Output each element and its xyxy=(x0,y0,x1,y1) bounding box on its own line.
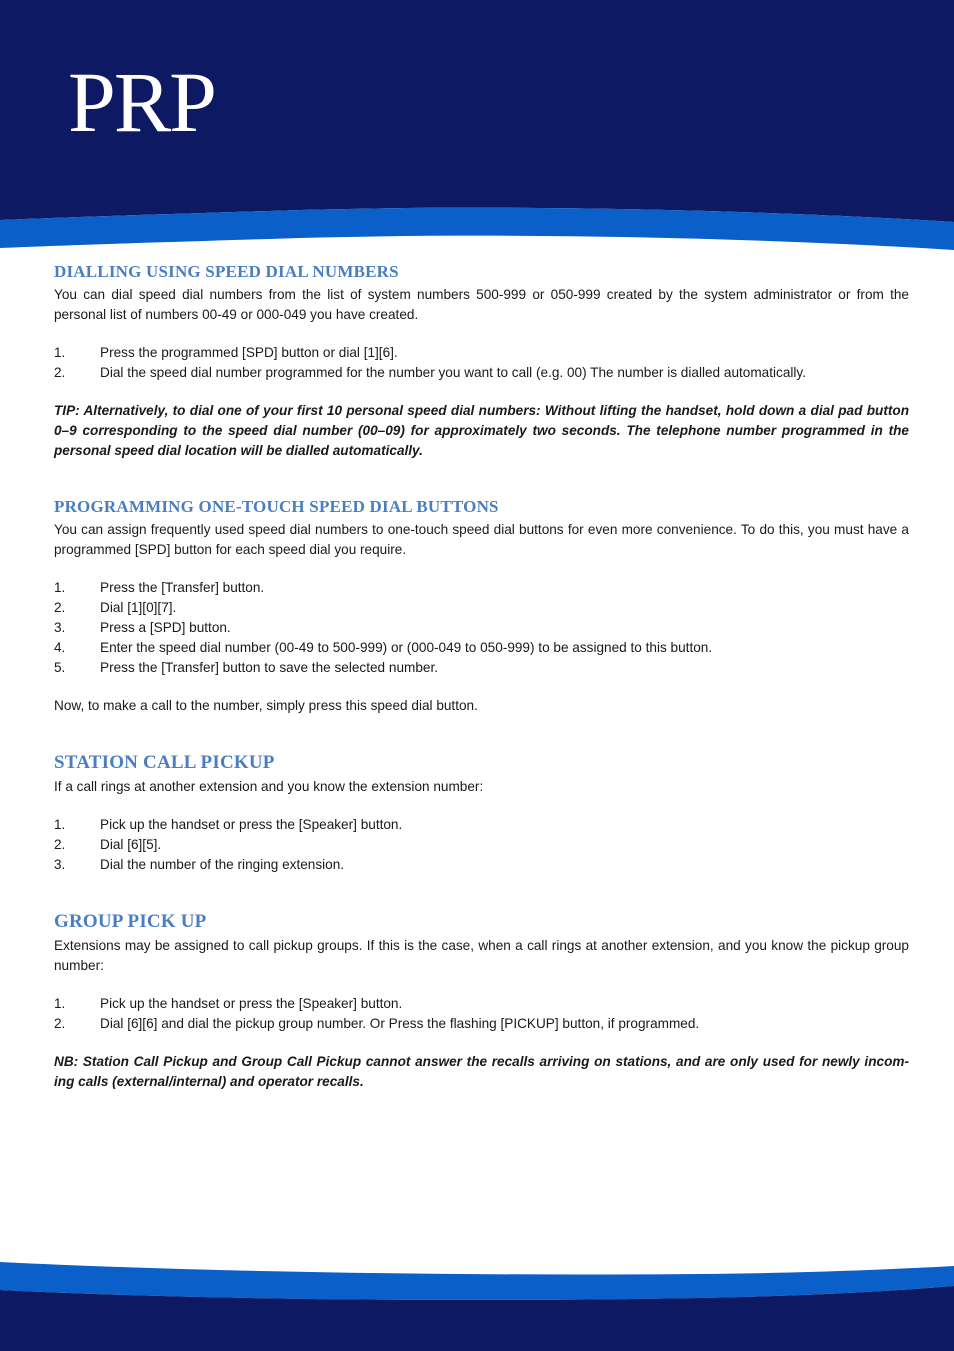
step-number: 1. xyxy=(54,580,66,595)
section-group-pickup xyxy=(54,911,909,1092)
step-number: 2. xyxy=(54,600,66,615)
section-station-pickup xyxy=(54,752,909,875)
section-title: DIALLING USING SPEED DIAL NUMBERS xyxy=(54,262,399,281)
logo xyxy=(44,36,239,163)
section-intro: You can dial speed dial numbers from the list of system numbers 500-999 or 050-999 created by the system administrator or from the personal list of numbers 00-49 or 000-049 you have created. xyxy=(54,287,909,322)
step-text: Dial [6][6] and dial the pickup group number. Or Press the flashing [PICKUP] button, if programmed. xyxy=(100,1016,700,1031)
list-item xyxy=(54,855,909,875)
step-text: Dial [6][5]. xyxy=(100,837,162,852)
list-item xyxy=(54,638,909,658)
step-number: 2. xyxy=(54,837,66,852)
footer-band xyxy=(0,1262,954,1351)
list-item xyxy=(54,994,909,1014)
step-text: Press the programmed [SPD] button or dial [1][6]. xyxy=(100,345,398,360)
step-text: Pick up the handset or press the [Speaker] button. xyxy=(100,996,403,1011)
step-text: Dial [1][0][7]. xyxy=(100,600,177,615)
step-number: 3. xyxy=(54,857,66,872)
tip-note: TIP: Alternatively, to dial one of your first 10 personal speed dial numbers: Without lifting the handset, hold down a dial pad button 0–9 corresponding to the speed dial number (00–09) for approximately two seconds. The telephone number programmed in the personal speed dial location will be dialled automatically. xyxy=(54,403,909,458)
step-number: 5. xyxy=(54,660,66,675)
list-item xyxy=(54,835,909,855)
section-intro: Extensions may be assigned to call pickup groups. If this is the case, when a call rings at another extension, and you know the pickup group number: xyxy=(54,938,909,973)
list-item xyxy=(54,343,909,363)
step-number: 3. xyxy=(54,620,66,635)
step-number: 1. xyxy=(54,345,66,360)
step-text: Dial the speed dial number programmed for the number you want to call (e.g. 00) The number is dialled automatically. xyxy=(100,365,806,380)
list-item xyxy=(54,1014,909,1034)
section-title: GROUP PICK UP xyxy=(54,911,207,932)
nb-note: NB: Station Call Pickup and Group Call Pickup cannot answer the recalls arriving on stations, and are only used for newly incom-ing calls (external/internal) and operator recalls. xyxy=(54,1054,909,1089)
step-list xyxy=(54,994,909,1034)
list-item xyxy=(54,658,909,678)
step-number: 1. xyxy=(54,817,66,832)
step-number: 2. xyxy=(54,365,66,380)
step-text: Dial the number of the ringing extension. xyxy=(100,857,345,872)
step-text: Press the [Transfer] button. xyxy=(100,580,265,595)
list-item xyxy=(54,618,909,638)
step-text: Press the [Transfer] button to save the selected number. xyxy=(100,660,439,675)
list-item xyxy=(54,363,909,383)
section-one-touch xyxy=(54,497,909,716)
step-text: Enter the speed dial number (00-49 to 500-999) or (000-049 to 050-999) to be assigned to this button. xyxy=(100,640,713,655)
section-title: STATION CALL PICKUP xyxy=(54,752,275,773)
list-item xyxy=(54,598,909,618)
list-item xyxy=(54,815,909,835)
step-list xyxy=(54,815,909,875)
document-body xyxy=(54,262,909,1118)
section-intro: If a call rings at another extension and you know the extension number: xyxy=(54,779,484,794)
step-number: 4. xyxy=(54,640,66,655)
step-list xyxy=(54,578,909,678)
step-text: Press a [SPD] button. xyxy=(100,620,231,635)
step-number: 1. xyxy=(54,996,66,1011)
section-speed-dial xyxy=(54,262,909,461)
section-intro: You can assign frequently used speed dial numbers to one-touch speed dial buttons for even more convenience. To do this, you must have a programmed [SPD] button for each speed dial you require. xyxy=(54,522,909,557)
step-text: Pick up the handset or press the [Speaker] button. xyxy=(100,817,403,832)
step-list xyxy=(54,343,909,383)
section-title: PROGRAMMING ONE-TOUCH SPEED DIAL BUTTONS xyxy=(54,497,499,516)
logo-text: PRP xyxy=(67,53,216,150)
section-outro: Now, to make a call to the number, simply press this speed dial button. xyxy=(54,698,478,713)
list-item xyxy=(54,578,909,598)
step-number: 2. xyxy=(54,1016,66,1031)
